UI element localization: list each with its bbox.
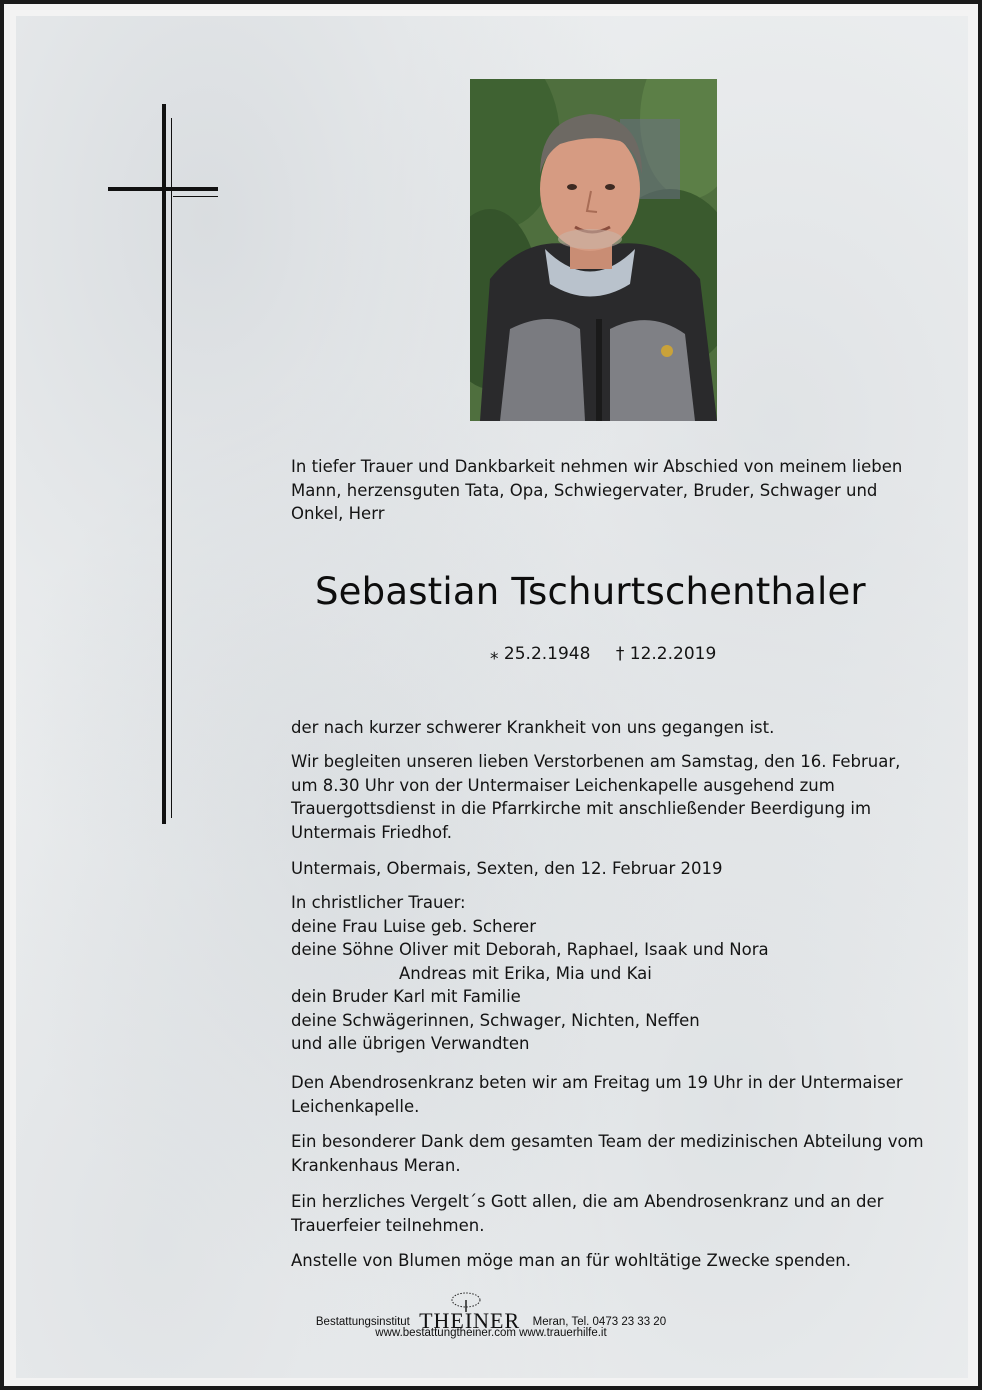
funeral-home-name: THEINER [419,1308,521,1333]
mourner-wife: deine Frau Luise geb. Scherer [291,916,536,936]
thanks-all-text: Ein herzliches Vergelt´s Gott allen, die am Abendrosenkranz und an der Trauerfeier teilnehmen. [291,1192,884,1235]
funeral-text: Wir begleiten unseren lieben Verstorbenen am Samstag, den 16. Februar, um 8.30 Uhr von der Untermaiser Leichenkapelle ausgehend zum Trauergottsdienst in die Pfarrkirche mit anschließender Beerdigung im Untermais Friedhof. [291,752,901,842]
funeral-home-label: Bestattungsinstitut [315,1316,410,1328]
funeral-home-contact: Meran, Tel. 0473 23 33 20 [532,1316,667,1328]
cross-icon-inner-line [171,118,172,818]
mourner-sons: deine Söhne Oliver mit Deborah, Raphael, Isaak und Nora [291,940,769,959]
cross-icon [162,104,166,824]
mourners-heading: In christlicher Trauer: [291,893,466,912]
tree-icon [449,1292,483,1312]
cross-icon-beam [108,187,218,191]
intro-text: In tiefer Trauer und Dankbarkeit nehmen wir Abschied von meinem lieben Mann, herzensguten Tata, Opa, Schwiegervater, Bruder, Schwager und Onkel, Herr [291,457,903,523]
rosary-text: Den Abendrosenkranz beten wir am Freitag um 19 Uhr in der Untermaiser Leichenkapelle. [291,1073,903,1116]
mourner-relatives: und alle übrigen Verwandten [291,1034,530,1053]
mourner-inlaws: deine Schwägerinnen, Schwager, Nichten, Neffen [291,1010,700,1030]
deceased-name: Sebastian Tschurtschenthaler [315,570,866,613]
mourner-brother: dein Bruder Karl mit Familie [291,987,521,1006]
mourner-sons-continued: Andreas mit Erika, Mia und Kai [399,963,652,983]
death-date: † 12.2.2019 [615,644,717,664]
funeral-home-websites: www.bestattungtheiner.com www.trauerhilfe.it [375,1327,607,1339]
donations-text: Anstelle von Blumen möge man an für wohltätige Zwecke spenden. [291,1251,851,1270]
life-dates [490,644,736,664]
thanks-hospital-text: Ein besonderer Dank dem gesamten Team der medizinischen Abteilung vom Krankenhaus Meran. [291,1132,924,1175]
mourners-list [291,891,931,1056]
birth-date: ⁎ 25.2.1948 [490,644,591,664]
cross-icon-beam-inner-line [173,196,218,197]
place-date-text: Untermais, Obermais, Sexten, den 12. Februar 2019 [291,859,723,878]
passed-text: der nach kurzer schwerer Krankheit von uns gegangen ist. [291,718,775,737]
portrait-photo [470,79,717,421]
